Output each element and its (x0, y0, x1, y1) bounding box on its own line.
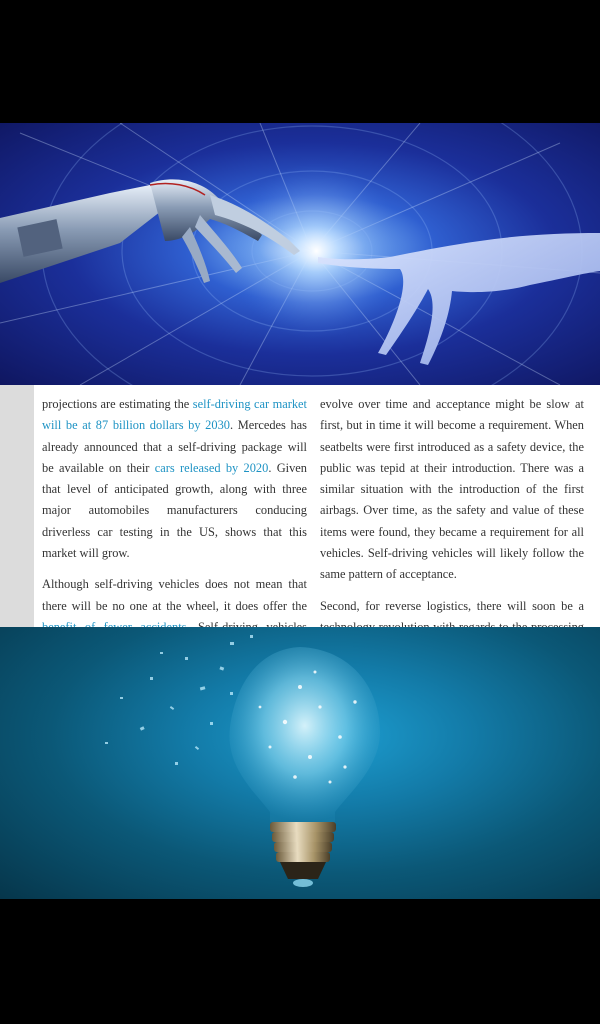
robot-human-hands-image (0, 123, 600, 385)
text-segment: . Given that level of anticipated growth, along with three major automobiles manufacturers conducing driverless car testing in the US, shows that this market will grow. (42, 460, 308, 561)
robot-human-hands-illustration (0, 123, 600, 385)
cars-2020-link[interactable]: cars released by 2020 (154, 460, 269, 475)
lightbulb-illustration (0, 627, 600, 899)
left-paragraph-1 (42, 394, 307, 564)
text-segment: projections are estimating the (42, 397, 193, 411)
text-segment: Although self-driving vehicles does not mean that there will be no one at the wheel, it does offer the (42, 577, 307, 613)
article-text-band (0, 385, 600, 627)
right-paragraph-2: Second, for reverse logistics, there will soon be a (320, 598, 584, 613)
shattering-lightbulb-image (0, 627, 600, 899)
right-paragraph-1: evolve over time and acceptance might be slow at first, but in time it will become a requirement. When seatbelts were first introduced as a safety device, the public was tepid at their introduction. There was a similar situation with the introduction of the first airbags. Over time, as the safety and value of these items were found, they became a requirement for all vehicles. Self-driving vehicles will likely follow the same pattern of acceptance. (320, 397, 584, 582)
text-segment: . Mercedes has already announced that a self-driving package will be available on their (42, 418, 307, 475)
page-gutter (0, 385, 34, 627)
market-link[interactable]: self-driving car market will be at 87 billion dollars by 2030 (42, 397, 307, 433)
